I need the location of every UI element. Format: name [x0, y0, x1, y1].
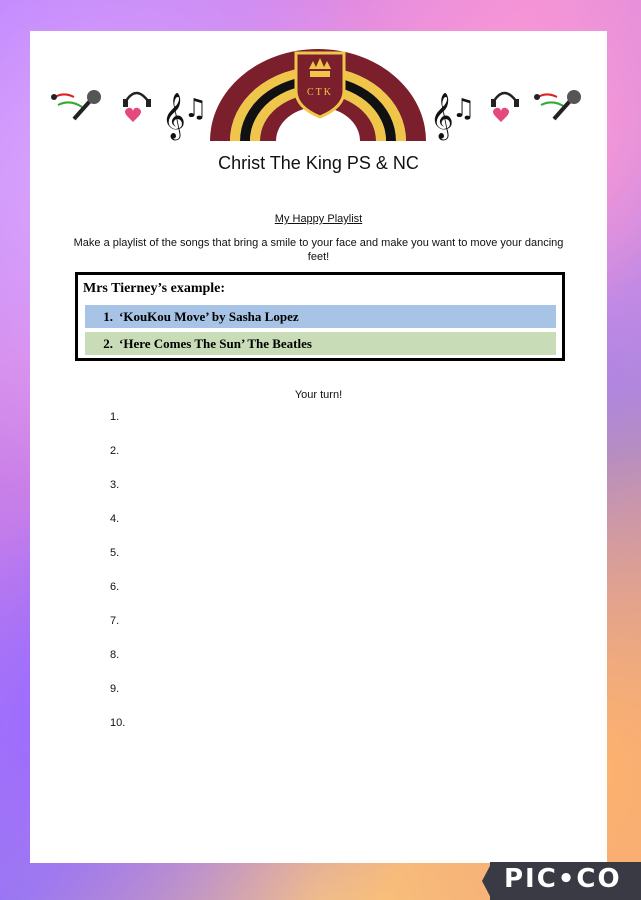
svg-text:♫: ♫ [184, 94, 208, 124]
example-item-number: 2. [103, 336, 113, 351]
headphones-heart-icon [123, 93, 151, 122]
music-notes-icon [51, 94, 82, 107]
list-item-number: 2. [110, 445, 120, 457]
list-item-number: 3. [110, 479, 120, 491]
example-box [75, 272, 565, 361]
list-item-number: 4. [110, 513, 120, 525]
example-item [85, 305, 556, 328]
svg-text:𝄞: 𝄞 [430, 93, 454, 139]
example-item-number: 1. [103, 309, 113, 324]
list-item-number: 6. [110, 581, 120, 593]
list-item-number: 7. [110, 615, 120, 627]
svg-text:♫: ♫ [452, 94, 476, 124]
list-item-number: 5. [110, 547, 120, 559]
school-banner [30, 31, 607, 146]
crest-letters: CTK [307, 87, 333, 98]
worksheet-page [30, 31, 607, 863]
school-crest-icon [296, 53, 344, 117]
example-item-text: ‘KouKou Move’ by Sasha Lopez [119, 309, 299, 324]
treble-clef-icon [162, 93, 207, 141]
list-item-number: 1. [110, 411, 120, 423]
headphones-heart-icon [491, 93, 519, 122]
music-notes-icon [534, 94, 565, 107]
list-item-number: 10. [110, 717, 126, 729]
svg-text:𝄞: 𝄞 [162, 93, 186, 139]
list-item-number: 8. [110, 649, 120, 661]
watermark-badge [490, 862, 641, 900]
treble-clef-icon [430, 93, 475, 141]
worksheet-instructions: Make a playlist of the songs that bring a smile to your face and make you want to move your dancing feet! [73, 237, 564, 263]
list-item-number: 9. [110, 683, 120, 695]
your-turn-label: Your turn! [294, 389, 343, 401]
example-heading: Mrs Tierney’s example: [83, 281, 226, 296]
example-item [85, 332, 556, 355]
school-name: Christ The King PS & NC [218, 153, 419, 173]
worksheet-title: My Happy Playlist [274, 213, 363, 225]
example-item-text: ‘Here Comes The Sun’ The Beatles [119, 336, 312, 351]
watermark-text: PIC•CO [504, 864, 622, 894]
